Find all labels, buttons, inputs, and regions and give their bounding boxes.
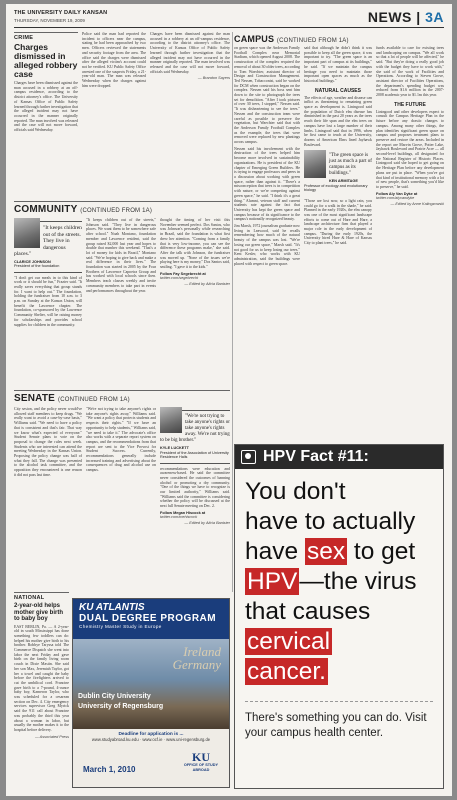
community-body-3: thought the timing of her visit this November seemed perfect. Dos Santos, who was Johnson's personally while researching in Brazil, said the foundation is what first drew her attention. "Coming from a family that is very low-income, you can see the difference these programs make," she said. After the talk with Johnson, the fundraiser was moved up. "None of the issues we're playing here is my money," Dos Santos said, smiling. "I gave it to the kids." (160, 218, 230, 270)
campus-signoff: Follow Aly Van Dyke at twitter.com/alyvandyke (376, 191, 418, 200)
column-rule (232, 32, 233, 592)
campus-body-1: on green space was the Anderson Family Football Complex near Memorial Stadium, which opened August 2008. The construction of the complex required the removal of about 30 older trees, according to Tom Waechter, assistant director of Design and Construction Management. Ted Nessen, Tobacconist, said he worked for DCM when construction began on the complex. Nessen said his boss sent him down to the site to photograph the trees set for demolition. "After I took pictures of over 30 trees, I stopped," Nessen said. "It was disheartening to see the trees." Nessen and the construction team were careful as possible to preserve the vegetation, but Waechter said that with the Anderson Family Football Complex as the example, the trees that were removed were replaced by new plantings across campus. (234, 46, 300, 145)
campus-column-3 (376, 46, 444, 440)
info-icon (241, 450, 256, 464)
national-headline: 2-year-old helps mother give birth to baby boy (14, 603, 64, 622)
community-quote-text: "It keeps children out of the streets. They live in dangerous places." (14, 225, 82, 257)
national-article (14, 592, 69, 788)
campus-subhead-natural-causes: NATURAL CAUSES (315, 87, 361, 94)
crime-column-2 (82, 32, 146, 192)
senate-byline: — Edited by Alicia Banister (184, 520, 230, 525)
community-header (14, 202, 230, 218)
community-body-2: "It keeps children out of the streets," Johnson said. "They live in dangerous places. We want them to be somewhere safe after school." Noah Montano, foundation member and Lawrence resident, said the group raised $2,000 last year and hopes to double that number this weekend. "That's a lot of money for kids in Brazil," Montano said. "We're hoping to give back and make a real difference in their lives." The foundation was started in 2005 by the Four Brothers of Lawrence Capoeira Group and has worked with local schools since then. Members teach classes weekly and invite community members to take part in events and performances throughout the year. (86, 218, 156, 293)
ku-ad-subtitle: Chemistry Master Study in Europe (79, 624, 162, 629)
senate-body-1: City sesion, and the policy never would've allowed staff members to keep drugs. "We really want to avoid a case-by-case basis," Williams said. "We need to have a policy that is consistent and that's fair. That way we know what's expected of everyone." Student Senate plans to vote on the proposal to change the rules next week. Students who are interested can attend the meeting Wednesday in the Kansas Union. Proposing the policy change was half of what they fall. The change was presented to the alcohol task committee, and the opposition they encountered is one reason it did not pass last time. (14, 407, 82, 477)
senate-column-2 (86, 407, 156, 587)
ku-ad-brand: KU ATLANTIS (79, 602, 145, 613)
campus-body-6: "Those are lost now, so a light rain, you could go for a walk in the shade," he said. Planned in the early 1920s, the elm canopy was one of the most significant landscape efforts to come out of Hare and Hare, a landscape architecture firm that played a major role in the early development of campus. "During the early 1920s, the University hired Hare & Hare of Kansas City to plant trees," he said. (304, 198, 372, 246)
hpv-headline: You don't have to actually have sex to get HPV—the virus that causes cervical cancer. (245, 478, 417, 685)
ku-ad-deadline-label: Deadline for application is ... (118, 732, 184, 737)
campus-body-4: said that although he didn't think it was possible to keep all the green space, it was important to try. "The green space is an important part of campus at its buildings," he said. "If we maintain the campus heritage you need to maintain those important open spaces as much as the historical buildings." (304, 46, 372, 83)
ku-ad-banner (73, 599, 229, 639)
national-byline: — Associated Press (34, 734, 69, 739)
senate-header (14, 391, 230, 407)
crime-byline: — Brandon Sayers (197, 76, 230, 81)
ku-ad-footer (73, 729, 229, 788)
national-label: NATIONAL (14, 592, 69, 601)
community-signoff: Follow Fay Segebrecht at twitter.com/segebrecht (160, 271, 206, 280)
hpv-advertisement[interactable] (234, 444, 444, 789)
campus-body-7: funds available to care for existing trees and landscaping on campus. "We all work so that a lot of people will be affected," he said. "But they're doing a really good job with the budget they have to work with," she said of the work of Facilities and Operations. According to Steven Grove, assistant director of Facilities Operations, the department's spending budget was reduced from $1.6 million in the 2007-2008 academic year to $1.1m this year. (376, 46, 444, 98)
campus-byline: — Edited by Anne Kalingzowski (390, 201, 444, 206)
ku-ad-countries: Ireland Germany (172, 644, 221, 672)
paper-name: THE UNIVERSITY DAILY KANSAN (14, 10, 108, 16)
divider (245, 701, 433, 702)
community-label: COMMUNITY (CONTINUED FROM 1A) (14, 204, 153, 215)
ku-atlantis-advertisement[interactable] (72, 598, 230, 788)
ku-ad-program: DUAL DEGREE PROGRAM (79, 613, 217, 624)
ku-ad-links[interactable]: www.studyabroad.ku.edu · www.ocf.ie · www.uni-regensburg.de (91, 737, 211, 742)
campus-header (234, 32, 444, 46)
hpv-highlight-cervical: cervical (247, 628, 331, 655)
section-header: NEWS | 3A (367, 9, 444, 25)
ku-logo: KU OFFICE OF STUDY ABROAD (183, 750, 219, 772)
hpv-footer: There's something you can do. Visit your campus health center. (245, 712, 427, 739)
campus-body-3: Jim Marsh, 1972 journalism graduate now living in Leawood, said he recalls remembering how much of the natural beauty of the campus was lost. "We're losing our green space," Marsh said. "It's not good for us to keep losing our trees." Kent Kesler, who works with KU administration, said the buildings were placed with respect to green space. (234, 224, 300, 266)
community-byline: — Edited by Alicia Banister (184, 281, 230, 286)
campus-quote-attribution: KEN ARMITAGE Professor of ecology and evolutionary biology (304, 179, 368, 193)
senate-body-3: recommendations were education and awareness-based. He said the committee never considered the outcomes of banning alcohol or promoting a dry community. "One of the things we have to recognize is our limited authority," Williams said. "Williams said the committee is considering whether the policy will be discussed at the next full Senate meeting on Dec. 2. (160, 466, 230, 509)
community-column-1 (14, 218, 82, 386)
hpv-highlight-sex: sex (306, 538, 346, 565)
community-column-2 (86, 218, 156, 386)
masthead (14, 8, 444, 28)
source-photo (160, 407, 182, 433)
campus-column-2 (304, 46, 372, 440)
campus-body-2: Nessen said his involvement with the destruction of the trees helped him become more involved in sustainability organizations. He is president of the KU chapter of Emerging Green Builders. He is trying to engage professors and peers in a discussion about working with green space, rather than against it. "There's a misconception that trees is in competition with nature, or we're competing against green space," he said. "I think it's a great thing." Alumni, veteran staff and current students rate against the fact that University has kept the green space and campus because of its significance to the campus's nationally recognized beauty. (234, 146, 300, 222)
crime-article (14, 32, 78, 192)
hpv-highlight-cancer: cancer. (247, 658, 326, 685)
senate-signoff: Follow Megan Hiscock at twitter.com/mehiscock (160, 510, 206, 519)
campus-column-1 (234, 46, 300, 440)
hpv-fact-bar: HPV Fact #11: (235, 445, 443, 469)
author-photo (14, 218, 40, 248)
community-body-1: "I don't get our meals in to this kind of work or it should be fun," Frazier said. "It really saves everything that group stands for. I want to help out." The foundation, holding the fundraiser from 10 a.m. to 3 p.m. on Sunday at the Kansas Union, will benefit the Lawrence chapter. The foundation, co-sponsored by the Lawrence Community Shelter, will be raising money for scholarships and provides school supplies for children in the community. (14, 275, 82, 327)
campus-body-8: Liningood and other developers expect to consult the Campus Heritage Plan in the future before any drastic changes to campus. Among many other things, the plan identifies significant green space on campus and proposes treatment plans to preserve and restore the areas. Included in the report are Marvin Grove, Potter Lake, Jayhawk Boulevard and Prairie Acre — all second-level buildings, all designated for the National Register of Historic Places. Liningood said she hoped to get going on the Heritage Plan before any development plans are put in place. "When you've got that kind of institutional memory with a lot of new people, that's something you'd like to preserve," he said. (376, 109, 444, 189)
section-name: NEWS (367, 9, 412, 25)
national-body: EAST BERLIN, Pa. — A 2-year-old in south Mississippi has done something few toddlers can do: helped his mother give birth to his brother. Robbye Taryssa told The Commerce Dispatch she went into labor the next Friday and gave birth on the family living room couch in Dixie Mastin. She said her son Max, Jeremiah Taylor, got her a towel and caught the baby before the firefighters arrived to cut the umbilical cord. Francine gave birth to a 7-pound, 4-ounce baby boy, Kameron Taylor, who was scheduled for a cesarean section on Dec. 4. City emergency services supervisor Greg Myrick said the 911 call about Francine was probably the third this year about a woman in labor, but usually the mother makes it to the hospital before delivery. (14, 624, 69, 732)
crime-body: Charges have been dismissed against the man accused in a robbery at an off-campus residence, according to the district attorney's office. The University of Kansas Office of Public Safety learned through further investigation that the alleged incident may not have occurred in the manner originally reported. The man involved was released and the case will not move forward, officials said Wednesday. (14, 81, 78, 133)
crime-body-2: Police said the man had reported the incident to officers near the campus, stating he had been approached by two men. Officers reviewed the statements and security footage from the area. The office said the charges were dismissed after the alleged victim's account could not be verified. KU Public Safety Office arrested one of the suspects Friday, a 21-year-old man. The man was released Wednesday when the charges against him were dropped. (82, 32, 146, 88)
community-column-3 (160, 218, 230, 386)
senate-column-1 (14, 407, 82, 587)
campus-subhead-the-future: THE FUTURE (394, 101, 426, 108)
issue-date: THURSDAY, NOVEMBER 19, 2009 (14, 18, 85, 23)
senate-quote-text: "We're not trying to take anyone's rights or take anyone's rights away. We're not trying to be big brother." (160, 414, 230, 443)
senate-body-2: "We're not trying to take anyone's rights or take anyone's rights away," Williams said. "We want a policy that protects students and respects their rights." "If we have an opportunity to help students," Williams said, "we need to take it." The advocate's office also works with a separate report system on campus, and the recommendations from that report are sent to the Vice Provost for Student Success. Currently, recommendations generally include increased training and advertising about the consequences of drug and alcohol use on campus. (86, 407, 156, 473)
crime-body-3: Charges have been dismissed against the man accused in a robbery at an off-campus residence, according to the district attorney's office. The University of Kansas Office of Public Safety learned through further investigation that the alleged incident may not have occurred in the manner originally reported. The man involved was released and the case will not move forward, officials said Wednesday. (150, 32, 230, 74)
crime-label: CRIME (14, 32, 78, 41)
senate-column-3 (160, 407, 230, 587)
senate-label: SENATE (CONTINUED FROM 1A) (14, 393, 130, 404)
campus-body-5: The effects of age, weather and disease can inflict as threatening to remaining green space as development is. Liningood said the population of Dutch elm disease has diminished in the past 20 years as the trees reach their life span and the elm trees on campus have lost a large number of their limbs. Liningood said that in 1996, when he first came to teach at the University, dozens of American Elms lined Jayhawk Boulevard. (304, 95, 372, 147)
hpv-highlight-hpv: HPV (247, 568, 298, 595)
campus-label: CAMPUS (CONTINUED FROM 1A) (234, 34, 349, 44)
ku-ad-partners: Dublin City University University of Regensburg (78, 693, 164, 710)
newspaper-page (6, 4, 452, 796)
senate-quote-attribution: KYLE LUCKETT President of the Association of University Residence Halls (160, 446, 229, 459)
page-number: 3A (425, 9, 444, 25)
source-photo (304, 150, 326, 178)
ku-ad-date: March 1, 2010 (83, 765, 136, 774)
crime-headline: Charges dismissed in alleged robbery case (14, 42, 78, 79)
community-quote-attribution: CLARICE JOHNSON President of the foundation (14, 259, 60, 268)
campus-quote-text: "The green space is just as much a part of campus as its buildings." (329, 153, 372, 177)
crime-column-3 (150, 32, 230, 197)
